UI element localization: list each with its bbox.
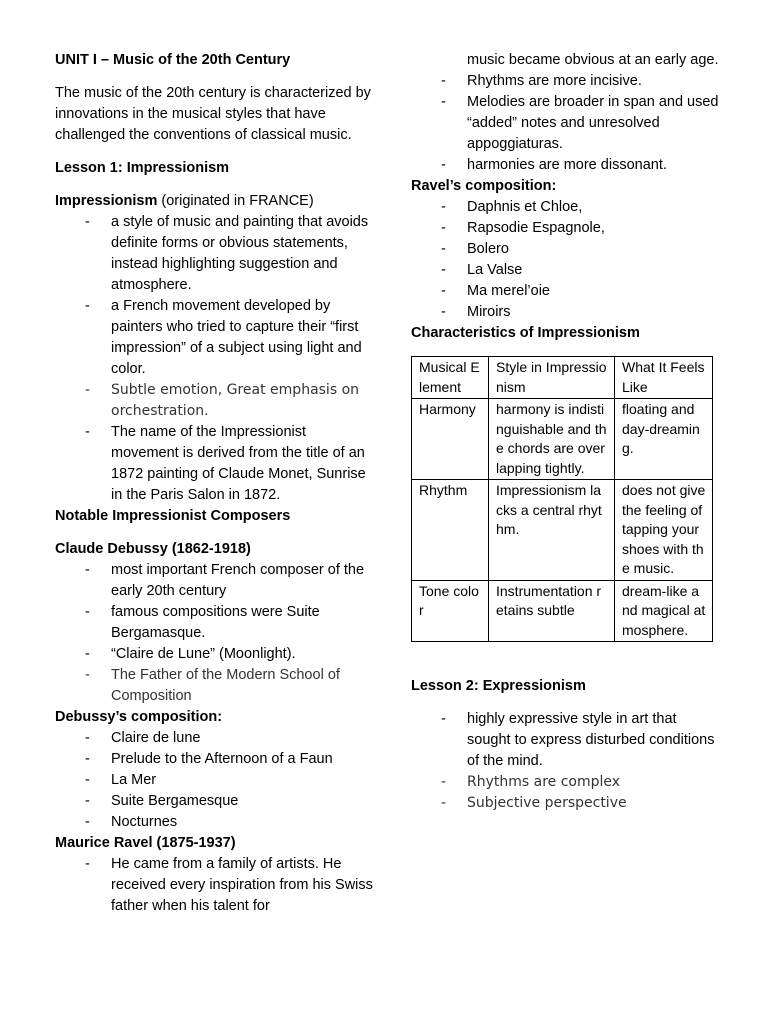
characteristics-title: Characteristics of Impressionism: [411, 325, 640, 341]
table-row: [412, 480, 713, 581]
list-item: - Melodies are broader in span and used “added” notes and unresolved appoggiaturas.: [411, 92, 721, 155]
list-item: - Rhythms are more incisive.: [411, 71, 721, 92]
table-row: [412, 580, 713, 642]
unit-title: UNIT I – Music of the 20th Century: [55, 52, 291, 68]
list-item: - Rapsodie Espagnole,: [411, 218, 721, 239]
list-item: - Rhythms are complex: [411, 772, 721, 793]
table-cell: dream-like and magical atmosphere.: [615, 580, 713, 642]
left-column: [55, 50, 375, 917]
expressionism-points: [411, 709, 721, 814]
ravel-compositions: [411, 197, 721, 323]
list-item: - Suite Bergamesque: [55, 791, 375, 812]
list-item: - famous compositions were Suite Bergamasque.: [55, 602, 375, 644]
table-row: [412, 399, 713, 480]
table-cell: Tone color: [412, 580, 489, 642]
list-item: - Subjective perspective: [411, 793, 721, 814]
list-item: - Miroirs: [411, 302, 721, 323]
ravel-composition-title: Ravel’s composition:: [411, 178, 557, 194]
table-header: Musical Element: [412, 357, 489, 399]
table-cell: Harmony: [412, 399, 489, 480]
debussy-composition-title: Debussy’s composition:: [55, 709, 223, 725]
table-cell: Instrumentation retains subtle: [489, 580, 615, 642]
list-item: - a French movement developed by painters who tried to capture their “first impression” of a subject using light and color.: [55, 296, 375, 380]
list-item-continuation: music became obvious at an early age.: [467, 52, 719, 68]
impressionism-origin: (originated in FRANCE): [157, 193, 314, 209]
table-header-row: [412, 357, 713, 399]
list-item: - Prelude to the Afternoon of a Faun: [55, 749, 375, 770]
table-cell: Rhythm: [412, 480, 489, 581]
table-cell: floating and day-dreaming.: [615, 399, 713, 480]
list-item: - a style of music and painting that avoids definite forms or obvious statements, instead highlighting suggestion and atmosphere.: [55, 212, 375, 296]
list-item: - most important French composer of the early 20th century: [55, 560, 375, 602]
notable-composers-title: Notable Impressionist Composers: [55, 508, 291, 524]
ravel-points-continued: [411, 50, 721, 176]
ravel-title: Maurice Ravel (1875-1937): [55, 835, 236, 851]
list-item: - harmonies are more dissonant.: [411, 155, 721, 176]
lesson1-title: Lesson 1: Impressionism: [55, 160, 230, 176]
debussy-title: Claude Debussy (1862-1918): [55, 541, 251, 557]
list-item: - Claire de lune: [55, 728, 375, 749]
table-header: What It Feels Like: [615, 357, 713, 399]
table-cell: does not give the feeling of tapping your shoes with the music.: [615, 480, 713, 581]
list-item: - “Claire de Lune” (Moonlight).: [55, 644, 375, 665]
ravel-points-start: [55, 854, 375, 917]
list-item: - La Valse: [411, 260, 721, 281]
table-cell: harmony is indistinguishable and the chords are overlapping tightly.: [489, 399, 615, 480]
table-cell: Impressionism lacks a central rhythm.: [489, 480, 615, 581]
list-item: - Ma merel’oie: [411, 281, 721, 302]
list-item: - Daphnis et Chloe,: [411, 197, 721, 218]
list-item: - Subtle emotion, Great emphasis on orchestration.: [55, 380, 375, 422]
lesson2-title: Lesson 2: Expressionism: [411, 678, 586, 694]
impressionism-heading: [55, 191, 375, 212]
debussy-compositions: [55, 728, 375, 833]
table-header: Style in Impressionism: [489, 357, 615, 399]
list-item: - La Mer: [55, 770, 375, 791]
list-item: - Bolero: [411, 239, 721, 260]
right-column: [411, 50, 721, 814]
list-item: - The Father of the Modern School of Composition: [55, 665, 375, 707]
characteristics-table: [411, 356, 713, 642]
debussy-points: [55, 560, 375, 707]
impressionism-term: Impressionism: [55, 193, 158, 209]
list-item: - He came from a family of artists. He received every inspiration from his Swiss father when his talent for: [55, 854, 375, 917]
list-item: - The name of the Impressionist movement is derived from the title of an 1872 painting of Claude Monet, Sunrise in the Paris Salon in 1872.: [55, 422, 375, 506]
list-item: - Nocturnes: [55, 812, 375, 833]
list-item: - highly expressive style in art that sought to express disturbed conditions of the mind.: [411, 709, 721, 772]
impressionism-points: [55, 212, 375, 506]
intro-paragraph: The music of the 20th century is characterized by innovations in the musical styles that have challenged the conventions of classical music.: [55, 85, 371, 143]
